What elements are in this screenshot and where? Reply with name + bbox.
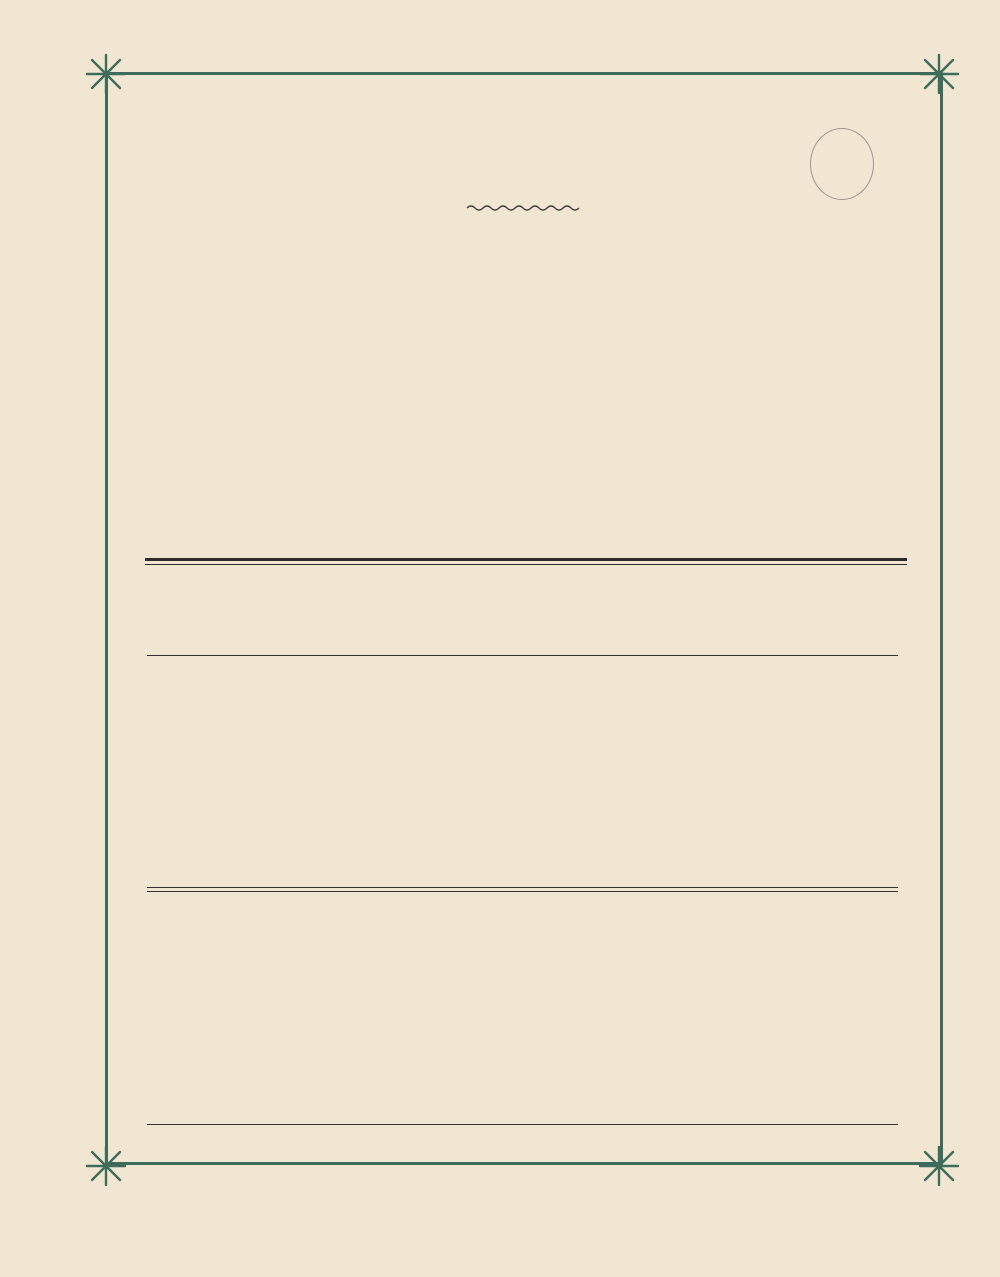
corner-star-top-left <box>84 52 128 96</box>
handwritten-initial-mark <box>810 128 874 200</box>
title-flourish <box>465 203 583 213</box>
corner-star-bottom-right <box>917 1144 961 1188</box>
table-mid-rule <box>147 887 898 892</box>
table-band-bottom <box>147 893 898 1124</box>
corner-star-bottom-left <box>84 1144 128 1188</box>
section-divider <box>145 558 907 565</box>
table-band-top <box>147 656 898 887</box>
corner-star-top-right <box>917 52 961 96</box>
multiplication-table <box>147 655 898 1125</box>
